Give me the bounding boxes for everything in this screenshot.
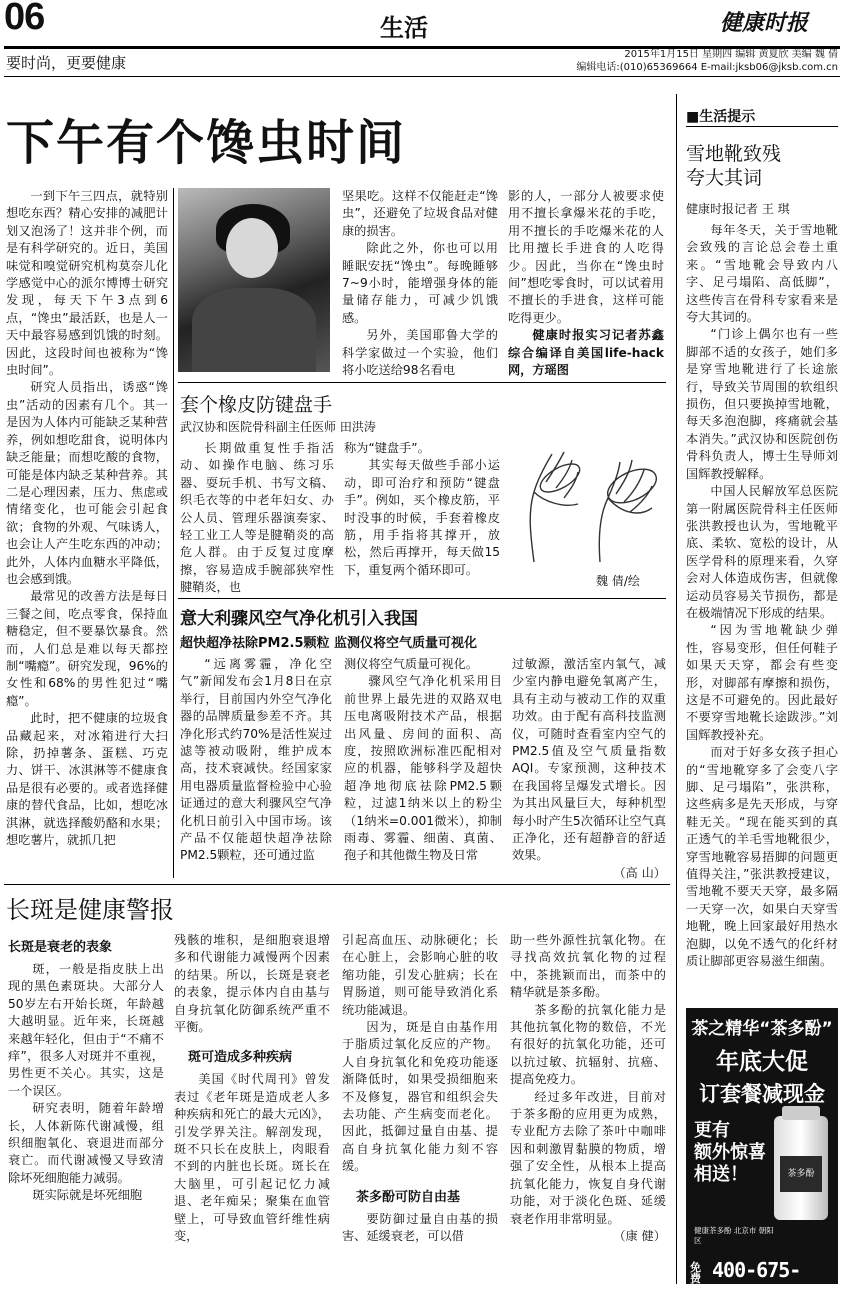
ad-address: 健康茶多酚 北京市 朝阳区: [694, 1226, 774, 1245]
paragraph: 每年冬天，关于雪地靴会致残的言论总会卷土重来。“雪地靴会导致内八字、足弓塌陷、高低脚”，这些传言在骨科专家看来是夸大其词的。: [686, 223, 838, 325]
paragraph: 称为“键盘手”。: [344, 441, 430, 455]
ad-promo-sub: 订套餐减现金: [699, 1082, 825, 1106]
article-credit: （高 山）: [613, 865, 666, 880]
paragraph: 残骸的堆积，是细胞衰退增多和代谢能力减慢两个因素的结果。所以，长斑是衰老的表象，提示体内自由基与自身抗氧化防御系统严重不平衡。: [174, 933, 330, 1035]
age-spots-col2: [174, 932, 330, 1246]
section-title: 生活: [380, 13, 428, 42]
page-number: 06: [4, 0, 45, 38]
purifier-subtitle: 超快超净祛除PM2.5颗粒 监测仪将空气质量可视化: [180, 636, 478, 651]
sidebar-divider: [676, 94, 677, 1284]
edition-info: [556, 48, 838, 74]
paragraph: 其实每天做些手部小运动，即可治疗和预防“键盘手”。例如，买个橡皮筋，平时没事的时候，手套着橡皮筋，用手指将其撑开，放松，然后再撑开，每天做15下，重复两个循环即可。: [344, 458, 500, 577]
section-rule: [4, 884, 670, 885]
paragraph: 测仪将空气质量可视化。: [344, 657, 479, 671]
sidebar-body: [686, 222, 838, 970]
paragraph: 另外，美国耶鲁大学的科学家做过一个实验，他们将小吃送给98名看电: [342, 328, 498, 378]
article-byline: 健康时报实习记者苏鑫综合编译自美国life-hack网，方瑶图: [508, 328, 664, 378]
sidebar-rule: [686, 126, 838, 127]
rubber-band-col2: [344, 440, 500, 579]
purifier-col3: [512, 656, 666, 882]
subheading: 茶多酚可防自由基: [356, 1189, 461, 1205]
subheading: 斑可造成多种疾病: [188, 1050, 293, 1066]
ad-phone-number[interactable]: 400-675-8228: [712, 1258, 801, 1306]
age-spots-title: 长斑是健康警报: [6, 896, 174, 924]
paragraph: 要防御过量自由基的损害、延缓衰老，可以借: [342, 1211, 498, 1244]
paragraph: 引起高血压、动脉硬化；长在心脏上，会影响心脏的收缩功能，引发心脏病；长在胃肠道，则可能导致消化系统功能减退。: [342, 933, 498, 1017]
age-spots-col1: [8, 936, 164, 1205]
edition-date-editors: 2015年1月15日 星期四 编辑 黄夏欣 美编 魏 倩: [624, 49, 838, 60]
paragraph: “门诊上偶尔也有一些脚部不适的女孩子，她们多是穿雪地靴进行了长途旅行，导致关节周围的软组织损伤，但只要换掉雪地靴，每天多泡泡脚，疼痛就会基本消失。”武汉协和医院创伤骨科负责人，博士生导师刘国辉教授解释。: [686, 327, 838, 481]
main-headline: 下午有个馋虫时间: [6, 115, 407, 171]
ad-product-line: 茶之精华“茶多酚”: [691, 1019, 833, 1039]
ad-surprise-line: 更有: [694, 1120, 730, 1141]
paragraph: 此时，把不健康的垃圾食品藏起来，对冰箱进行大扫除，扔掉薯条、蛋糕、巧克力、饼干、冰淇淋等不健康食品是很有必要的。或者选择健康的替代食品，比如，想吃冰淇淋，就选择酸奶酪和水果；想吃薯片，就抓几把: [6, 711, 168, 848]
paragraph: 研究表明，随着年龄增长，人体新陈代谢减慢，组织细胞氧化、衰退进而部分衰亡。而代谢减慢又导致清除坏死细胞能力减弱。: [8, 1101, 164, 1185]
section-rule: [178, 382, 666, 383]
paragraph: 美国《时代周刊》曾发表过《老年斑是造成老人多种疾病和死亡的最大元凶》，引发学界关注。解剖发现，斑不只长在皮肤上，肉眼看不到的内脏也长斑。斑长在大脑里，可引起记忆力减退、老年痴呆；聚集在血管壁上，可导致血管纤维性病变，: [174, 1072, 330, 1244]
paragraph: 研究人员指出，诱惑“馋虫”活动的因素有几个。其一是因为人体内可能缺乏某种营养，例如想吃甜食，说明体内缺乏能量；而想吃酸的食物，可能是体内缺乏某种营养。其二是心理因素，压力、焦虑或情绪变化，也可能会引起食欲；食物的外观、气味诱人，也会让人产生吃东西的冲动；此外，人体内血糖水平降低，也会感到饿。: [6, 380, 168, 586]
paragraph: 过敏源，激活室内氧气，减少室内静电避免氧离产生，具有主动与被动工作的双重功效。由于配有高科技监测仪，可随时查看室内空气的PM2.5值及空气质量指数AQI。专家预测，这种技术在我国将呈爆发式增长。因为其出风量巨大，每种机型每小时产生5次循环让空气真正净化，还有超静音的舒适效果。: [512, 657, 667, 863]
sidebar-title-line1: 雪地靴致残: [686, 143, 782, 165]
paragraph: 助一些外源性抗氧化物。在寻找高效抗氧化物的过程中，茶挑颖而出，而茶中的精华就是茶多酚。: [510, 933, 666, 1000]
ad-surprise-line: 相送！: [694, 1164, 748, 1185]
ad-surprise-line: 额外惊喜: [694, 1142, 766, 1163]
tea-polyphenol-ad[interactable]: [686, 1008, 838, 1307]
rubber-band-col1: [180, 440, 334, 597]
sidebar-title: [686, 142, 781, 190]
woman-eating-photo: [178, 188, 330, 372]
masthead-rule-thin: [4, 76, 840, 77]
paragraph: 最常见的改善方法是每日三餐之间，吃点零食，保持血糖稳定，但不要暴饮暴食。然而，人们总是难以每天都控制“嘴瘾”。研究发现，96%的女性和68%的男性犯过“嘴瘾”。: [6, 589, 168, 708]
paragraph: 斑实际就是坏死细胞: [32, 1188, 143, 1203]
paragraph: 茶多酚的抗氧化能力是其他抗氧化物的数倍，不光有很好的抗氧化功能，还可以抗过敏、抗辐射、抗癌、提高免疫力。: [510, 1002, 666, 1087]
paragraph: 而对于好多女孩子担心的“雪地靴穿多了会变八字脚、足弓塌陷”，张洪称，这些病多是先天形成，与穿鞋无关。“现在能买到的真正透气的羊毛雪地靴很少，穿雪地靴容易捂脚的问题更值得关注，”张洪教授建议，雪地靴不要天天穿，最多隔一天穿一次，如果白天穿雪地靴，晚上回家最好用热水泡脚，以免不透气的化纤材质让脚部更容易滋生细菌。: [686, 745, 838, 969]
sidebar-title-line2: 夸大其词: [686, 167, 763, 189]
sidebar-byline: 健康时报记者 王 琪: [686, 202, 790, 216]
paragraph: 中国人民解放军总医院第一附属医院骨科主任医师张洪教授也认为，雪地靴平底、柔软、宽松的设计，从医学骨科的原理来看，久穿会对人体造成伤害，但就像运动员容易关节损伤，都是在极端情况下形成的结果。: [686, 484, 838, 620]
paragraph: 影的人，一部分人被要求使用不擅长拿爆米花的手吃，用不擅长的手吃爆米花的人比用擅长手进食的人吃得少。因此，当你在“馋虫时间”想吃零食时，可以试着用不擅长的手进食，这样可能吃得更少。: [508, 189, 664, 325]
paragraph: 因为，斑是自由基作用于脂质过氧化反应的产物。人自身抗氧化和免疫功能逐渐降低时，如果受损细胞来不及修复，器官和组织会失去功能、产生病变而老化。因此，抵御过量自由基、提高自身抗氧化能力刻不容缓。: [342, 1020, 498, 1174]
rubber-band-title: 套个橡皮防键盘手: [180, 394, 333, 416]
column-rule: [173, 188, 174, 878]
paragraph: 斑，一般是指皮肤上出现的黑色素斑块。大部分人50岁左右开始长斑，年龄越大越明显。近年来，长斑越来越年轻化，但由于“不痛不痒”，很多人对斑并不重视，男性更不关心。其实，这是一个误区。: [8, 962, 164, 1098]
paragraph: 除此之外，你也可以用睡眠安抚“馋虫”。每晚睡够7~9小时，能增强身体的能量储存能力，可减少饥饿感。: [342, 241, 498, 325]
main-article-col3: [342, 188, 498, 379]
paragraph: “远离雾霾，净化空气”新闻发布会1月8日在京举行，目前国内外空气净化器的品牌质量参差不齐。其净化形式约70%是活性炭过滤等被动吸附，维护成本高，技术衰减快。经国家家用电器质量监督检验中心验证通过的意大利骤风空气净化机日前引入中国市场。该产品不仅能超快超净祛除PM2.5颗粒，还可通过监: [180, 657, 332, 863]
main-article-col1: [6, 188, 168, 849]
page-slogan: 要时尚，更要健康: [6, 54, 127, 72]
paragraph: 骤风空气净化机采用目前世界上最先进的双路双电压电离吸附技术产品，根据出风量、房间的面积、高度，按照欧洲标准匹配相对应的机器，能够科学及超快超净地彻底祛除PM2.5颗粒，过滤1纳米以上的粉尘（1纳米=0.001微米），抑制雨毒、雾霾、细菌、真菌、孢子和其他微生物及日常: [344, 674, 502, 863]
ad-promo-title: 年底大促: [716, 1049, 808, 1075]
age-spots-col4: [510, 932, 666, 1245]
illustration-credit: 魏 倩/绘: [596, 574, 640, 588]
edition-contact: 编辑电话:(010)65369664 E-mail:jksb06@jksb.com.cn: [576, 62, 838, 73]
subheading: 长斑是衰老的表象: [8, 940, 113, 955]
main-article-col4: [508, 188, 664, 379]
ad-hotline-label: 免费热线: [690, 1261, 701, 1307]
sidebar-header: ■生活提示: [686, 109, 756, 125]
section-rule: [178, 598, 666, 599]
newspaper-logo: 健康时报: [720, 10, 809, 36]
paragraph: 坚果吃。这样不仅能赶走“馋虫”，还避免了垃圾食品对健康的损害。: [342, 189, 498, 238]
product-bottle-image: [774, 1116, 828, 1220]
paragraph: 一到下午三四点，就特别想吃东西？精心安排的减肥计划又泡汤了！这并非个例，而是有科学研究的。近日，美国味觉和嗅觉研究机构莫奈儿化学感觉中心的派尔博博士研究发现，每天下午3点到6点，“馋虫”最活跃，也是人一天中最容易感到饥饿的时刻。因此，这段时间也被称为“馋虫时间”。: [6, 189, 168, 378]
bottle-label: 茶多酚: [780, 1156, 822, 1192]
purifier-col1: [180, 656, 332, 865]
paragraph: “因为雪地靴缺少弹性，容易变形，但任何鞋子如果天天穿，都会有些变形，对脚部有摩擦和损伤，这是不可避免的。因此最好不要穿雪地靴长途跋涉。”刘国辉教授补充。: [686, 623, 838, 742]
age-spots-col3: [342, 932, 498, 1246]
purifier-col2: [344, 656, 502, 865]
article-credit: （康 健）: [613, 1228, 666, 1243]
paragraph: 经过多年改进，目前对于茶多酚的应用更为成熟，专业配方去除了茶叶中咖啡因和刺激胃黏膜的物质，增强了安全性，从根本上提高抗氧化能力，恢复自身代谢功能，对于淡化色斑、延缓衰老作用非常明显。: [510, 1089, 666, 1226]
paragraph: 长期做重复性手指活动、如操作电脑、练习乐器、耍玩手机、书写文稿、织毛衣等的中老年妇女、办公人员、管理乐器演奏家、轻工业工人等是腱鞘炎的高危人群。由于反复过度摩擦，容易造成手腕部狭窄性腱鞘炎，也: [180, 441, 334, 595]
rubber-band-byline: 武汉协和医院骨科副主任医师 田洪涛: [180, 420, 376, 434]
hand-exercise-illustration: [520, 442, 664, 572]
purifier-title: 意大利骤风空气净化机引入我国: [180, 609, 418, 629]
